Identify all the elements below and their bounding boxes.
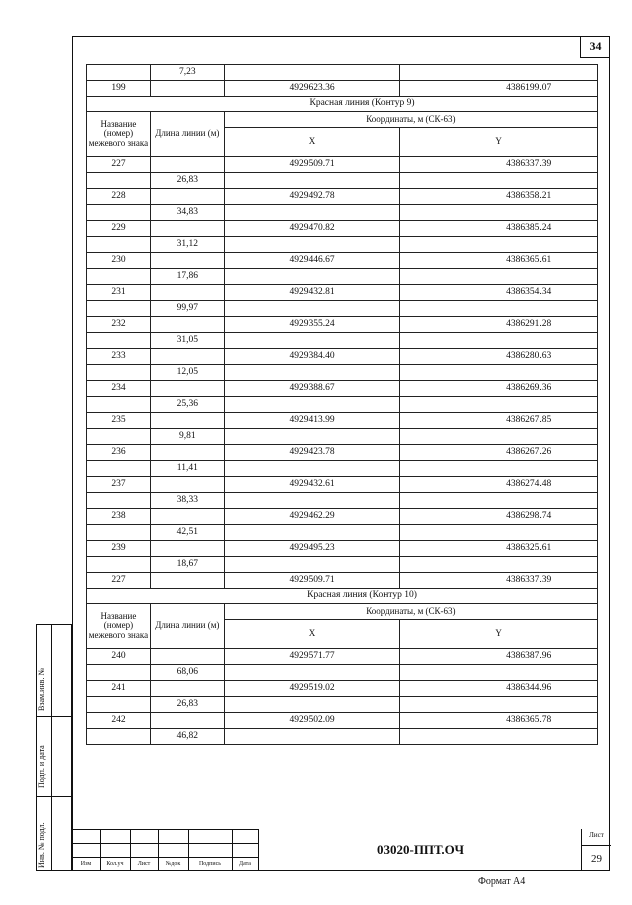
table-row <box>87 429 598 445</box>
table-row <box>87 729 598 745</box>
line-length-cell <box>150 413 224 429</box>
line-length-cell: 42,51 <box>150 525 224 541</box>
line-length-cell <box>150 221 224 237</box>
y-coordinate-cell: 4386199.07 <box>400 81 598 97</box>
mark-number-cell <box>87 237 151 253</box>
line-length-cell: 9,81 <box>150 429 224 445</box>
mark-number-cell: 227 <box>87 157 151 173</box>
table-row <box>87 317 598 333</box>
table-row <box>87 285 598 301</box>
mark-number-cell: 227 <box>87 573 151 589</box>
x-coordinate-cell <box>224 461 400 477</box>
stamp-label: Лист <box>137 861 151 867</box>
x-coordinate-cell <box>224 397 400 413</box>
mark-number-cell <box>87 429 151 445</box>
header-mark-name: Название (номер) межевого знака <box>87 112 151 157</box>
side-strip <box>36 624 72 871</box>
x-coordinate-cell <box>224 269 400 285</box>
line-length-cell <box>150 381 224 397</box>
table-row <box>87 189 598 205</box>
x-coordinate-cell: 4929502.09 <box>224 713 400 729</box>
x-coordinate-cell: 4929423.78 <box>224 445 400 461</box>
x-coordinate-cell: 4929432.81 <box>224 285 400 301</box>
line-length-cell: 46,82 <box>150 729 224 745</box>
mark-number-cell <box>87 665 151 681</box>
x-coordinate-cell <box>224 429 400 445</box>
y-coordinate-cell <box>400 729 598 745</box>
x-coordinate-cell: 4929509.71 <box>224 573 400 589</box>
header-x: X <box>224 128 400 157</box>
x-coordinate-cell <box>224 729 400 745</box>
y-coordinate-cell <box>400 665 598 681</box>
x-coordinate-cell: 4929519.02 <box>224 681 400 697</box>
y-coordinate-cell: 4386385.24 <box>400 221 598 237</box>
y-coordinate-cell <box>400 493 598 509</box>
table-row <box>87 681 598 697</box>
sheet-title: Лист <box>589 831 604 839</box>
header-line-length: Длина линии (м) <box>150 604 224 649</box>
y-coordinate-cell <box>400 173 598 189</box>
y-coordinate-cell: 4386274.48 <box>400 477 598 493</box>
x-coordinate-cell: 4929384.40 <box>224 349 400 365</box>
mark-number-cell: 233 <box>87 349 151 365</box>
table-row <box>87 713 598 729</box>
x-coordinate-cell <box>224 65 400 81</box>
stamp-label: Дата <box>239 861 251 867</box>
table-row <box>87 541 598 557</box>
line-length-cell <box>150 157 224 173</box>
table-row <box>87 413 598 429</box>
mark-number-cell: 240 <box>87 649 151 665</box>
line-length-cell <box>150 253 224 269</box>
mark-number-cell <box>87 397 151 413</box>
mark-number-cell: 239 <box>87 541 151 557</box>
line-length-cell <box>150 81 224 97</box>
table-row <box>87 697 598 713</box>
x-coordinate-cell <box>224 301 400 317</box>
table-row <box>87 557 598 573</box>
mark-number-cell <box>87 301 151 317</box>
line-length-cell <box>150 649 224 665</box>
table-row <box>87 445 598 461</box>
sheet-number: 29 <box>582 845 611 872</box>
table-row <box>87 205 598 221</box>
header-mark-name: Название (номер) межевого знака <box>87 604 151 649</box>
y-coordinate-cell <box>400 65 598 81</box>
mark-number-cell <box>87 697 151 713</box>
table-row <box>87 333 598 349</box>
y-coordinate-cell: 4386267.85 <box>400 413 598 429</box>
y-coordinate-cell: 4386337.39 <box>400 157 598 173</box>
mark-number-cell: 229 <box>87 221 151 237</box>
y-coordinate-cell: 4386344.96 <box>400 681 598 697</box>
y-coordinate-cell <box>400 697 598 713</box>
mark-number-cell <box>87 461 151 477</box>
stamp-label: Подпись <box>198 861 222 867</box>
table-row <box>87 665 598 681</box>
table-row <box>87 509 598 525</box>
y-coordinate-cell <box>400 301 598 317</box>
line-length-cell <box>150 477 224 493</box>
table-row <box>87 381 598 397</box>
y-coordinate-cell <box>400 557 598 573</box>
line-length-cell: 17,86 <box>150 269 224 285</box>
y-coordinate-cell <box>400 237 598 253</box>
stamp-label: Кол.уч <box>106 861 124 867</box>
line-length-cell <box>150 317 224 333</box>
table-row <box>87 525 598 541</box>
stamp-label: №док <box>165 861 181 867</box>
x-coordinate-cell: 4929462.29 <box>224 509 400 525</box>
header-line-length: Длина линии (м) <box>150 112 224 157</box>
line-length-cell <box>150 349 224 365</box>
line-length-cell <box>150 509 224 525</box>
mark-number-cell <box>87 365 151 381</box>
line-length-cell: 34,83 <box>150 205 224 221</box>
line-length-cell: 26,83 <box>150 173 224 189</box>
x-coordinate-cell: 4929495.23 <box>224 541 400 557</box>
y-coordinate-cell: 4386267.26 <box>400 445 598 461</box>
header-y: Y <box>400 620 598 649</box>
table-row <box>87 397 598 413</box>
table-row <box>87 81 598 97</box>
line-length-cell: 31,12 <box>150 237 224 253</box>
line-length-cell <box>150 189 224 205</box>
y-coordinate-cell: 4386358.21 <box>400 189 598 205</box>
header-coordinates: Координаты, м (СК-63) <box>224 112 597 128</box>
line-length-cell: 11,41 <box>150 461 224 477</box>
mark-number-cell: 231 <box>87 285 151 301</box>
y-coordinate-cell: 4386365.78 <box>400 713 598 729</box>
line-length-cell: 31,05 <box>150 333 224 349</box>
y-coordinate-cell: 4386354.34 <box>400 285 598 301</box>
mark-number-cell <box>87 269 151 285</box>
x-coordinate-cell: 4929432.61 <box>224 477 400 493</box>
x-coordinate-cell: 4929623.36 <box>224 81 400 97</box>
sheet-box <box>581 829 611 871</box>
table-row <box>87 649 598 665</box>
x-coordinate-cell: 4929413.99 <box>224 413 400 429</box>
x-coordinate-cell <box>224 205 400 221</box>
format-label: Формат А4 <box>478 876 526 887</box>
y-coordinate-cell <box>400 429 598 445</box>
y-coordinate-cell <box>400 397 598 413</box>
y-coordinate-cell: 4386337.39 <box>400 573 598 589</box>
line-length-cell: 26,83 <box>150 697 224 713</box>
table-row <box>87 253 598 269</box>
y-coordinate-cell: 4386269.36 <box>400 381 598 397</box>
x-coordinate-cell <box>224 173 400 189</box>
line-length-cell <box>150 445 224 461</box>
mark-number-cell: 230 <box>87 253 151 269</box>
label-podp-data: Подп. и дата <box>37 745 46 788</box>
x-coordinate-cell <box>224 697 400 713</box>
y-coordinate-cell: 4386280.63 <box>400 349 598 365</box>
mark-number-cell: 237 <box>87 477 151 493</box>
x-coordinate-cell <box>224 365 400 381</box>
line-length-cell: 7,23 <box>150 65 224 81</box>
x-coordinate-cell <box>224 333 400 349</box>
line-length-cell: 25,36 <box>150 397 224 413</box>
section-title: Красная линия (Контур 9) <box>87 97 598 112</box>
line-length-cell: 99,97 <box>150 301 224 317</box>
line-length-cell: 38,33 <box>150 493 224 509</box>
mark-number-cell: 232 <box>87 317 151 333</box>
table-row <box>87 573 598 589</box>
x-coordinate-cell: 4929470.82 <box>224 221 400 237</box>
line-length-cell: 12,05 <box>150 365 224 381</box>
y-coordinate-cell: 4386325.61 <box>400 541 598 557</box>
table-row <box>87 493 598 509</box>
table-row <box>87 349 598 365</box>
line-length-cell <box>150 681 224 697</box>
mark-number-cell: 236 <box>87 445 151 461</box>
y-coordinate-cell <box>400 365 598 381</box>
y-coordinate-cell <box>400 461 598 477</box>
table-row <box>87 157 598 173</box>
x-coordinate-cell: 4929446.67 <box>224 253 400 269</box>
table-row <box>87 461 598 477</box>
mark-number-cell <box>87 525 151 541</box>
line-length-cell <box>150 573 224 589</box>
y-coordinate-cell: 4386291.28 <box>400 317 598 333</box>
mark-number-cell <box>87 493 151 509</box>
stamp-label: Изм <box>80 861 92 867</box>
mark-number-cell <box>87 729 151 745</box>
table-row <box>87 237 598 253</box>
mark-number-cell: 238 <box>87 509 151 525</box>
y-coordinate-cell <box>400 269 598 285</box>
mark-number-cell: 235 <box>87 413 151 429</box>
y-coordinate-cell: 4386298.74 <box>400 509 598 525</box>
mark-number-cell <box>87 173 151 189</box>
x-coordinate-cell: 4929571.77 <box>224 649 400 665</box>
mark-number-cell: 228 <box>87 189 151 205</box>
table-row <box>87 477 598 493</box>
table-row <box>87 65 598 81</box>
header-x: X <box>224 620 400 649</box>
x-coordinate-cell: 4929509.71 <box>224 157 400 173</box>
mark-number-cell <box>87 205 151 221</box>
x-coordinate-cell <box>224 665 400 681</box>
y-coordinate-cell <box>400 525 598 541</box>
x-coordinate-cell: 4929492.78 <box>224 189 400 205</box>
label-vzam-inv: Взам.инв. № <box>37 667 46 711</box>
table-row <box>87 301 598 317</box>
header-coordinates: Координаты, м (СК-63) <box>224 604 597 620</box>
x-coordinate-cell <box>224 493 400 509</box>
x-coordinate-cell <box>224 525 400 541</box>
x-coordinate-cell <box>224 237 400 253</box>
page-number-box: 34 <box>580 36 610 58</box>
x-coordinate-cell <box>224 557 400 573</box>
line-length-cell: 68,06 <box>150 665 224 681</box>
section-title: Красная линия (Контур 10) <box>87 589 598 604</box>
line-length-cell <box>150 541 224 557</box>
line-length-cell <box>150 713 224 729</box>
y-coordinate-cell: 4386365.61 <box>400 253 598 269</box>
line-length-cell: 18,67 <box>150 557 224 573</box>
mark-number-cell: 199 <box>87 81 151 97</box>
title-block <box>72 829 610 871</box>
mark-number-cell <box>87 65 151 81</box>
x-coordinate-cell: 4929355.24 <box>224 317 400 333</box>
table-row <box>87 221 598 237</box>
y-coordinate-cell: 4386387.96 <box>400 649 598 665</box>
mark-number-cell: 234 <box>87 381 151 397</box>
x-coordinate-cell: 4929388.67 <box>224 381 400 397</box>
label-inv-podl: Инв. № подл. <box>37 822 46 868</box>
coordinates-table <box>86 64 598 745</box>
mark-number-cell: 241 <box>87 681 151 697</box>
y-coordinate-cell <box>400 205 598 221</box>
table-row <box>87 173 598 189</box>
table-row <box>87 365 598 381</box>
mark-number-cell: 242 <box>87 713 151 729</box>
document-code: 03020-ППТ.ОЧ <box>258 829 582 871</box>
header-y: Y <box>400 128 598 157</box>
mark-number-cell <box>87 557 151 573</box>
mark-number-cell <box>87 333 151 349</box>
table-row <box>87 269 598 285</box>
line-length-cell <box>150 285 224 301</box>
y-coordinate-cell <box>400 333 598 349</box>
